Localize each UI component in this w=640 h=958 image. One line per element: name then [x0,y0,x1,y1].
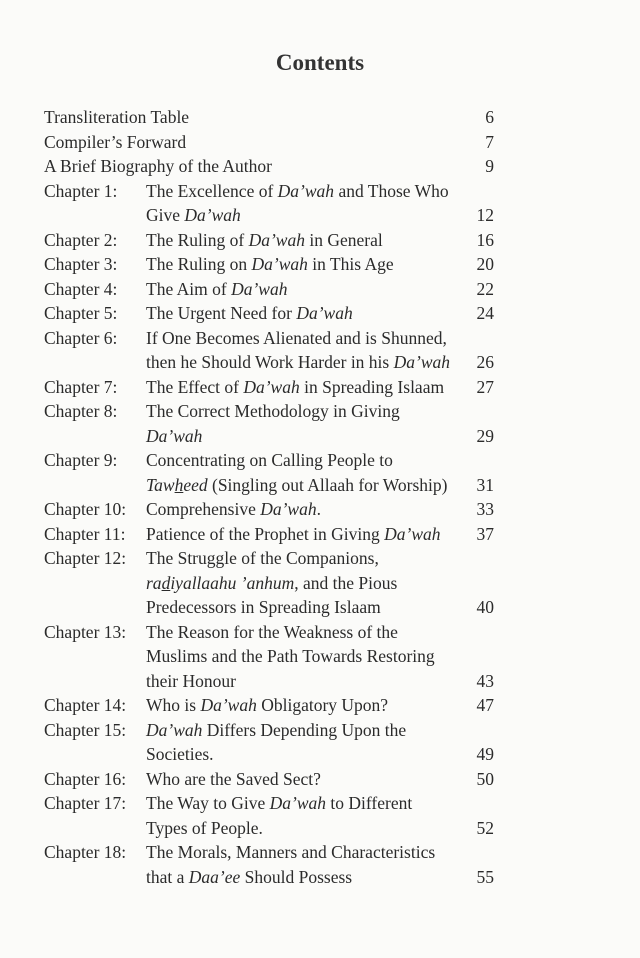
chapter-number: Chapter 16: [44,768,127,789]
toc-page-number: 29 [476,425,494,446]
toc-page-number: 27 [476,376,494,397]
toc-chapter-line [44,252,494,277]
toc-chapter-line [44,669,494,694]
chapter-title-line: their Honour [146,670,236,691]
toc-chapter-line [44,448,494,473]
chapter-title-line: Da’wah Differs Depending Upon the [146,719,407,740]
toc-page-number: 6 [485,107,494,127]
toc-chapter-line [44,424,494,449]
toc-page-number: 49 [476,744,494,764]
chapter-title-line: Who is Da’wah Obligatory Upon? [146,695,389,715]
chapter-title-line: The Aim of Da’wah [146,278,288,299]
toc-chapter-line [44,644,494,669]
toc-entry-label: Transliteration Table [44,107,190,127]
chapter-title-line: Predecessors in Spreading Islaam [146,597,381,617]
toc-chapter-line [44,742,494,767]
toc-chapter-line [44,767,494,792]
chapter-number: Chapter 6: [44,327,118,348]
toc-page-number: 22 [476,278,494,299]
toc-page-number: 55 [476,866,494,887]
chapter-title-line: The Reason for the Weakness of the [146,621,398,642]
toc-page-number: 7 [485,131,494,152]
chapter-number: Chapter 4: [44,278,118,299]
toc-chapter-line [44,865,494,890]
chapter-number: Chapter 18: [44,842,127,862]
toc-chapter-line [44,791,494,816]
toc-chapter-line [44,546,494,571]
table-of-contents [44,105,494,889]
chapter-title-line: The Urgent Need for Da’wah [146,303,353,323]
toc-page-number: 26 [476,352,494,372]
chapter-title-line: Who are the Saved Sect? [146,768,321,789]
chapter-title-line: Muslims and the Path Towards Restoring [146,646,435,666]
chapter-title-line: that a Daa’ee Should Possess [146,866,353,887]
toc-chapter-line [44,301,494,326]
chapter-title-line: The Ruling of Da’wah in General [146,229,383,250]
chapter-title-line: The Struggle of the Companions, [146,548,379,568]
toc-chapter-line [44,326,494,351]
toc-chapter-line [44,718,494,743]
toc-chapter-line [44,375,494,400]
toc-chapter-line [44,595,494,620]
chapter-title-line: Societies. [146,744,214,764]
chapter-title-line: radiyallaahu ’anhum, and the Pious [146,572,398,593]
toc-chapter-line [44,840,494,865]
chapter-title-line: Patience of the Prophet in Giving Da’wah [146,523,441,544]
toc-chapter-line [44,620,494,645]
chapter-title-line: Da’wah [146,425,203,446]
toc-entry [44,105,494,130]
toc-page-number: 16 [476,229,494,250]
toc-chapter-line [44,179,494,204]
chapter-number: Chapter 7: [44,376,118,397]
toc-chapter-line [44,228,494,253]
chapter-number: Chapter 8: [44,401,118,421]
toc-chapter-line [44,693,494,718]
chapter-number: Chapter 10: [44,499,127,519]
toc-chapter-line [44,571,494,596]
chapter-title-line: then he Should Work Harder in his Da’wah [146,352,450,372]
toc-page-number: 12 [476,205,494,225]
chapter-title-line: Comprehensive Da’wah. [146,499,321,519]
toc-page-number: 52 [476,817,494,838]
chapter-number: Chapter 2: [44,229,118,250]
chapter-title-line: The Way to Give Da’wah to Different [146,793,413,813]
chapter-number: Chapter 14: [44,695,127,715]
toc-chapter-line [44,497,494,522]
toc-page-number: 9 [485,156,494,176]
chapter-title-line: The Effect of Da’wah in Spreading Islaam [146,376,445,397]
chapter-number: Chapter 9: [44,450,118,470]
chapter-number: Chapter 13: [44,621,127,642]
chapter-number: Chapter 11: [44,523,126,544]
toc-page-number: 20 [476,254,494,274]
chapter-number: Chapter 1: [44,180,118,201]
toc-chapter-line [44,350,494,375]
chapter-title-line: The Morals, Manners and Characteristics [146,842,436,862]
toc-page-number: 40 [476,597,494,617]
toc-chapter-line [44,522,494,547]
toc-page-number: 33 [476,499,494,519]
chapter-number: Chapter 5: [44,303,118,323]
toc-entry [44,154,494,179]
toc-page-number: 47 [476,695,494,715]
toc-page-number: 43 [476,670,494,691]
toc-page-number: 24 [476,303,494,323]
toc-entry [44,130,494,155]
chapter-title-line: Concentrating on Calling People to [146,450,393,470]
toc-chapter-line [44,277,494,302]
toc-page-number: 50 [476,768,494,789]
toc-chapter-line [44,473,494,498]
toc-chapter-line [44,203,494,228]
chapter-title-line: If One Becomes Alienated and is Shunned, [146,327,447,348]
toc-page-number: 31 [476,474,494,495]
chapter-number: Chapter 12: [44,548,127,568]
chapter-number: Chapter 3: [44,254,118,274]
toc-page-number: 37 [476,523,494,544]
chapter-title-line: The Ruling on Da’wah in This Age [146,254,394,274]
chapter-title-line: Tawheed (Singling out Allaah for Worship) [146,474,448,495]
chapter-number: Chapter 15: [44,719,127,740]
page-title: Contents [275,50,365,75]
toc-chapter-line [44,816,494,841]
chapter-title-line: The Correct Methodology in Giving [146,401,400,421]
chapter-title-line: Give Da’wah [146,205,241,225]
toc-entry-label: A Brief Biography of the Author [44,156,272,176]
toc-chapter-line [44,399,494,424]
chapter-number: Chapter 17: [44,793,127,813]
chapter-title-line: Types of People. [146,817,263,838]
toc-entry-label: Compiler’s Forward [44,131,187,152]
chapter-title-line: The Excellence of Da’wah and Those Who [146,180,449,201]
